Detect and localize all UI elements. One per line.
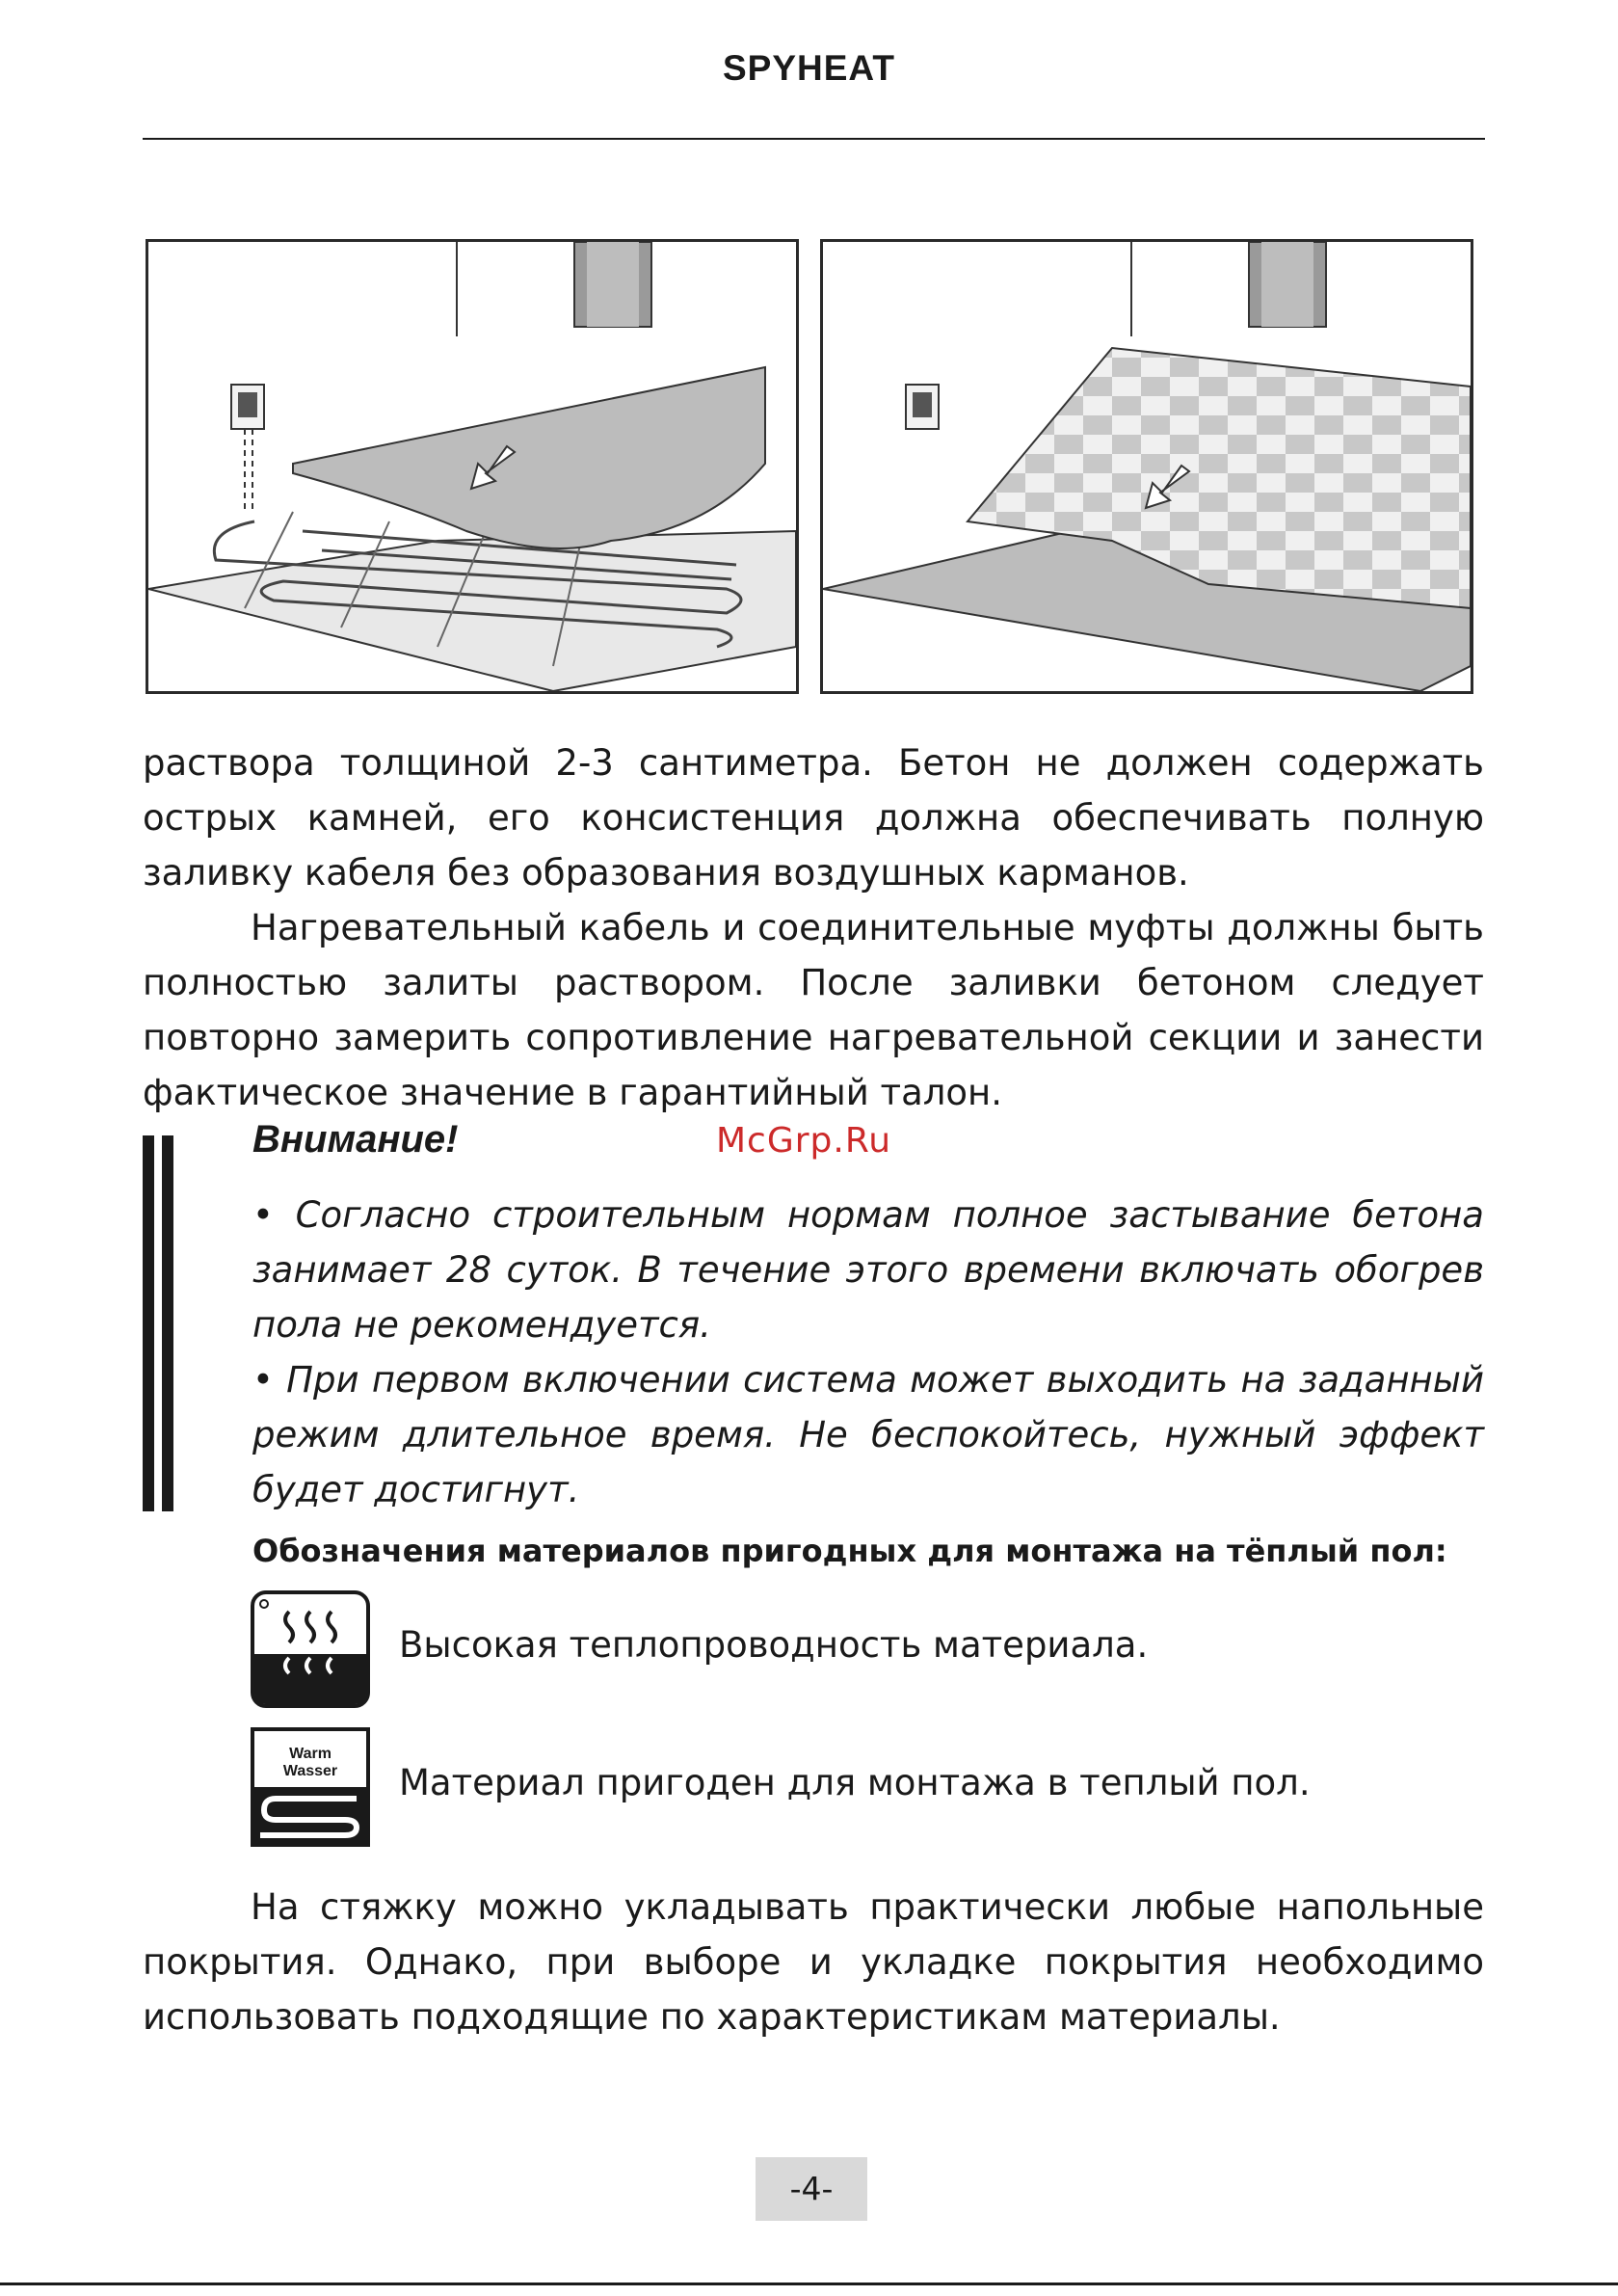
attention-bullet-startup: • При первом включении система может выходить на заданный режим длительное время. Не беспокойтесь, нужный эффект будет достигнут. — [252, 1359, 1484, 1510]
icon-label-warm: Warm — [289, 1746, 332, 1762]
attention-bullet-curing: • Согласно строительным нормам полное застывание бетона занимает 28 суток. В течение этого времени включать обогрев пола не рекомендуется. — [252, 1194, 1484, 1346]
page-number: -4- — [756, 2157, 867, 2221]
cable-screed-drawing — [148, 242, 796, 691]
paragraph-concrete: раствора толщиной 2-3 сантиметра. Бетон не должен содержать острых камней, его консистенция должна обеспечивать полную заливку кабеля без образования воздушных карманов. — [143, 742, 1484, 894]
attention-text — [252, 1188, 1484, 1517]
closing-text-block — [143, 1880, 1484, 2044]
paragraph-covering: На стяжку можно укладывать практически любые напольные покрытия. Однако, при выборе и укладке покрытия необходимо использовать подходящие по характеристикам материалы. — [143, 1886, 1484, 2038]
illustration-tile-floor — [820, 239, 1473, 694]
attention-title: Внимание! — [252, 1118, 459, 1161]
tile-floor-drawing — [823, 242, 1471, 691]
watermark: McGrp.Ru — [716, 1121, 892, 1161]
attention-bar-right — [162, 1135, 173, 1511]
legend-item-warm-floor: Материал пригоден для монтажа в теплый пол. — [399, 1762, 1311, 1803]
illustration-cable-screed — [146, 239, 799, 694]
icon-label-wasser: Wasser — [282, 1763, 338, 1779]
heat-conductivity-icon — [251, 1590, 370, 1708]
bottom-rule — [0, 2283, 1618, 2285]
header-rule — [143, 138, 1485, 140]
paragraph-cable: Нагревательный кабель и соединительные муфты должны быть полностью залиты раствором. После заливки бетоном следует повторно замерить сопротивление нагревательной секции и занести фактическое значение в гарантийный талон. — [143, 907, 1484, 1113]
legend-heading: Обозначения материалов пригодных для монтажа на тёплый пол: — [252, 1533, 1447, 1569]
attention-bar-left — [143, 1135, 154, 1511]
legend-item-heat-conductivity: Высокая теплопроводность материала. — [399, 1624, 1149, 1666]
brand-title: SPYHEAT — [722, 48, 895, 88]
warm-floor-icon — [251, 1727, 370, 1847]
body-text-block — [143, 735, 1484, 1120]
